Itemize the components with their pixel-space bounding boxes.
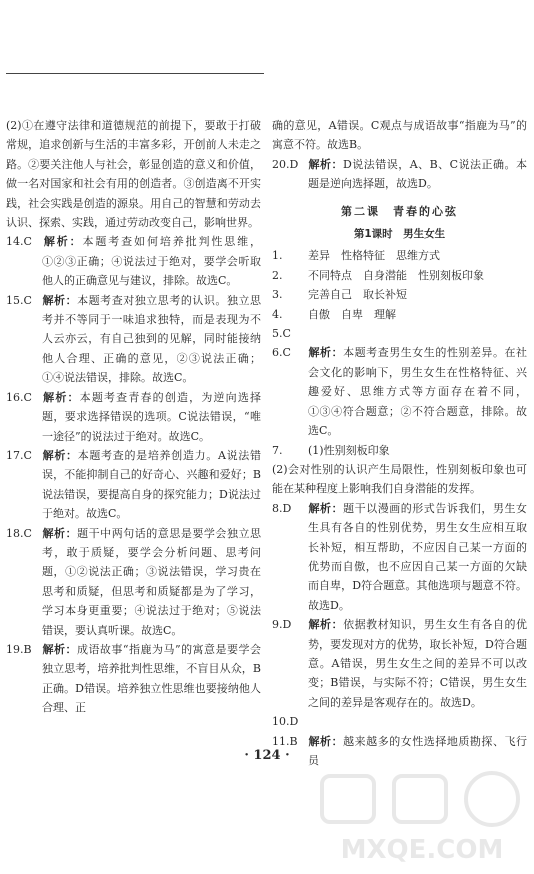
answer-number: 16.C	[6, 390, 32, 404]
answer-item	[272, 441, 527, 460]
analysis-label: 解析：	[42, 526, 78, 540]
top-rule	[6, 73, 264, 74]
answer-text: 题干中两句话的意思是要学会独立思考，敢于质疑，要学会分析问题、思考问题，①②说法正确；③说法错误，学习贵在思考和质疑，但思考和质疑都是为了学习，学习本身更重要；④说法过于绝对；⑤说法错误，要认真听课。故选C。	[42, 526, 262, 637]
answer-item	[6, 446, 261, 524]
answer-number: 14.C	[6, 235, 32, 249]
answer-number: 5.C	[272, 327, 291, 341]
answer-text: 本题考查的是培养创造力。A说法错误，不能抑制自己的好奇心、兴趣和爱好；B说法错误，要提高自身的探究能力；D说法过于绝对。故选C。	[42, 448, 261, 521]
answer-item	[6, 524, 261, 640]
answer-item	[6, 388, 261, 446]
analysis-label: 解析：	[42, 642, 77, 656]
answer-item	[272, 324, 527, 343]
analysis-label: 解析：	[42, 448, 78, 462]
analysis-label: 解析：	[308, 501, 344, 515]
analysis-label: 解析：	[42, 390, 80, 404]
watermark-logo	[316, 768, 528, 868]
section-title: 第1课时 男生女生	[353, 228, 446, 241]
answer-number: 10.D	[272, 715, 299, 729]
answer-number: 1.	[272, 249, 283, 263]
answer-text: 成语故事“指鹿为马”的寓意是要学会独立思考，培养批判性思维，不盲目从众，B正确。D错误。培养独立性思维也要接纳他人合理、正	[42, 642, 261, 715]
answer-item	[272, 343, 527, 440]
left-column	[6, 116, 261, 718]
answer-item	[6, 232, 261, 290]
answer-text: (1)性别刻板印象	[308, 443, 390, 457]
answer-continuation: (2)会对性别的认识产生局限性，性别刻板印象也可能在某种程度上影响我们自身潜能的发挥。	[272, 462, 527, 496]
answer-text: 本题考查如何培养批判性思维，①②③正确；④说法过于绝对，要学会听取他人的正确意见与建议，排除。故选C。	[42, 235, 262, 288]
answer-item	[272, 712, 527, 731]
answer-item	[272, 155, 527, 194]
analysis-label: 解析：	[42, 293, 78, 307]
answer-item	[272, 305, 527, 324]
answer-item	[272, 285, 527, 304]
answer-number: 17.C	[6, 448, 32, 462]
answer-number: 15.C	[6, 293, 32, 307]
answer-item	[272, 499, 527, 615]
answer-text: D说法错误，A、B、C说法正确。本题是逆向选择题，故选D。	[308, 157, 528, 191]
analysis-label: 解析：	[308, 346, 344, 360]
answer-text: 题干以漫画的形式告诉我们，男生女生具有各自的性别优势，男生女生应相互取长补短，相互帮助，不应因自己某一方面的优势而自傲，也不应因自己某一方面的欠缺而自卑，D符合题意。其他选项与题意不符。故选D。	[308, 501, 528, 612]
page-number: · 124 ·	[244, 748, 290, 763]
answer-number: 7.	[272, 443, 283, 457]
answer-number: 2.	[272, 268, 283, 282]
answer-number: 8.D	[272, 501, 292, 515]
answer-text: 本题考查对独立思考的认识。独立思考并不等同于一味追求独特，而是表现为不人云亦云，有自己独到的见解，同时能接纳他人合理、正确的意见，②③说法正确；①④说法错误，排除。故选C。	[42, 293, 262, 385]
answer-item	[272, 246, 527, 265]
analysis-label: 解析：	[308, 157, 343, 171]
answer-item	[6, 640, 261, 718]
right-column	[272, 116, 527, 770]
answer-number: 20.D	[272, 157, 299, 171]
answer-text: 不同特点 自身潜能 性别刻板印象	[308, 268, 484, 282]
answer-item	[6, 291, 261, 388]
svg-text:MXQE.COM: MXQE.COM	[340, 835, 504, 865]
answer-text: 自傲 自卑 理解	[308, 307, 396, 321]
answer-text: 完善自己 取长补短	[308, 288, 407, 302]
answer-text: 本题考查青春的创造，为逆向选择题，要求选择错误的选项。C说法错误，“唯一途径”的说法过于绝对。故选C。	[42, 390, 262, 443]
right-column-bottom	[272, 246, 527, 770]
answer-number: 9.D	[272, 618, 292, 632]
analysis-label: 解析：	[308, 734, 344, 748]
answer-text: 越来越多的女性选择地质勘探、飞行员	[308, 734, 528, 767]
answer-continuation: (2)①在遵守法律和道德规范的前提下，要敢于打破常规，追求创新与生活的丰富多彩，开创前人未走之路。②要关注他人与社会，彰显创造的意义和价值，做一名对国家和社会有用的创造者。③创造离不开实践，社会实践是创造的源泉。用自己的智慧和劳动去认识、探索、实践，通过劳动改变自己，影响世界。	[6, 119, 261, 230]
answer-item	[272, 266, 527, 285]
analysis-label: 解析：	[308, 618, 344, 632]
answer-number: 19.B	[6, 642, 32, 656]
answer-text: 本题考查男生女生的性别差异。在社会文化的影响下，男生女生在性格特征、兴趣爱好、思维方式等方面存在着不同，①③④符合题意；②不符合题意，排除。故选C。	[308, 346, 528, 438]
analysis-label: 解析：	[42, 235, 83, 249]
answer-continuation: 确的意见，A错误。C观点与成语故事“指鹿为马”的寓意不符。故选B。	[272, 119, 527, 152]
answer-number: 3.	[272, 288, 283, 302]
lesson-title: 第二课 青春的心弦	[341, 204, 458, 218]
answer-text: 依据教材知识，男生女生有各自的优势，要发现对方的优势，取长补短，D符合题意。A错误，男生女生之间的差异不可以改变；B错误，与实际不符；C错误，男生女生之间的差异是客观存在的。故选D。	[308, 618, 528, 709]
answer-number: 18.C	[6, 526, 32, 540]
answer-number: 11.B	[272, 734, 298, 748]
answer-number: 4.	[272, 307, 283, 321]
answer-text: 差异 性格特征 思维方式	[308, 249, 440, 263]
right-column-top	[272, 116, 527, 194]
answer-item	[272, 615, 527, 712]
answer-number: 6.C	[272, 346, 291, 360]
